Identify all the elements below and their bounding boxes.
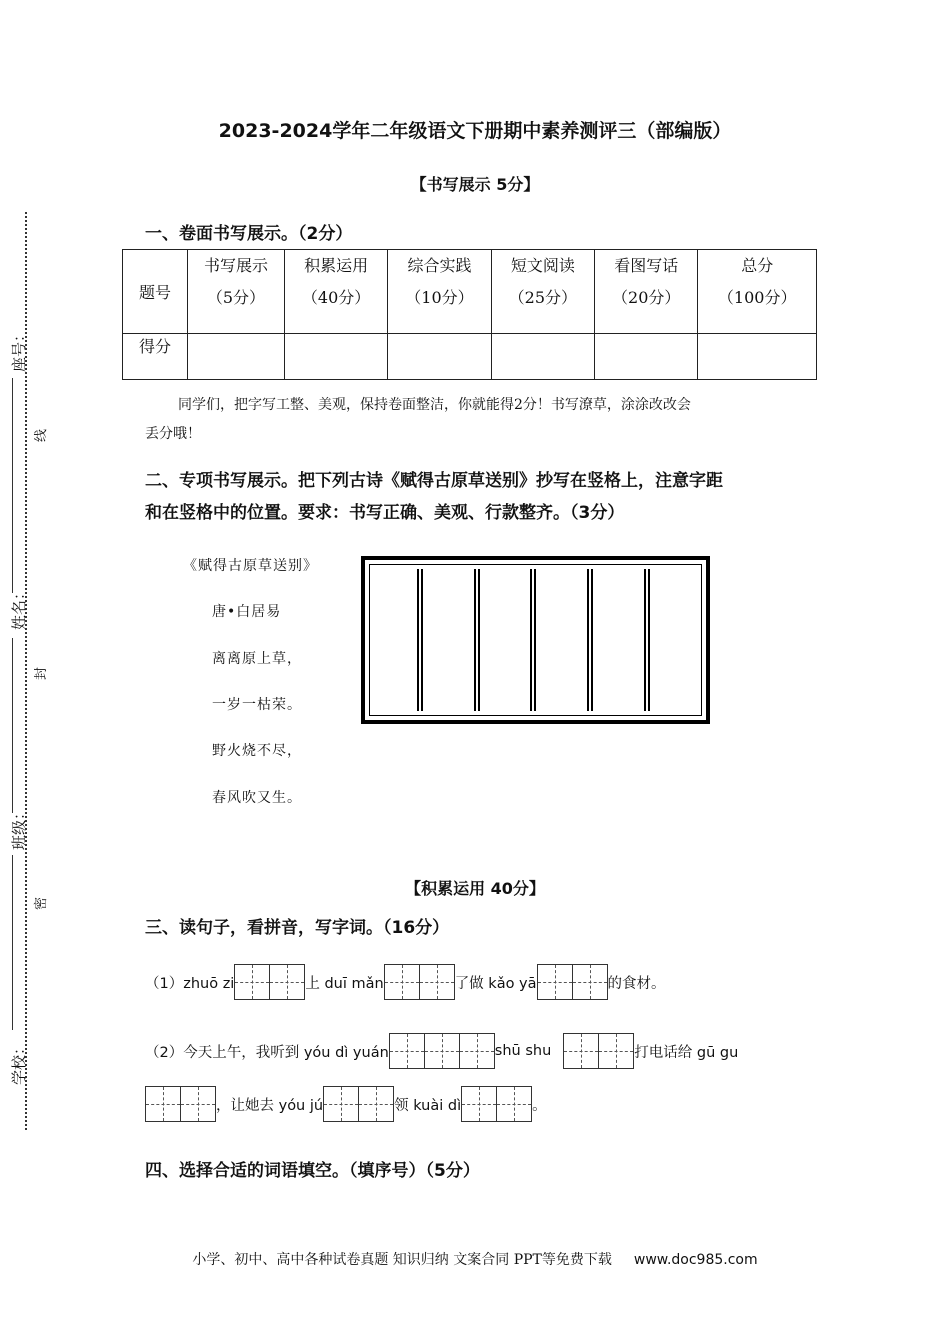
grid-column-divider [644, 569, 650, 711]
poem-line: 春风吹又生。 [212, 790, 302, 806]
poem-line: 一岁一枯荣。 [212, 697, 302, 713]
col-header: 看图写话 （20分） [595, 250, 698, 334]
seal-mark: 封 [34, 666, 49, 680]
score-cell[interactable] [595, 334, 698, 380]
answer-boxes[interactable] [461, 1086, 532, 1122]
pinyin-segment: 打电话给 gū gu [634, 1044, 739, 1061]
score-cell[interactable] [491, 334, 594, 380]
name-label: 姓名： [10, 584, 28, 630]
sentence-tail: 。 [532, 1097, 547, 1114]
footer-url[interactable]: www.doc985.com [633, 1252, 758, 1268]
grid-column-divider [530, 569, 536, 711]
note-line-2: 丢分哦！ [145, 426, 201, 442]
binding-strip [0, 200, 48, 1140]
vertical-writing-grid[interactable] [361, 556, 710, 724]
grid-inner-border [369, 564, 702, 716]
question-4: 四、选择合适的词语填空。（填序号）（5分） [145, 1161, 480, 1181]
name-blank[interactable] [12, 378, 13, 593]
sentence-1 [145, 963, 666, 1001]
score-cell[interactable] [388, 334, 491, 380]
answer-boxes[interactable] [389, 1033, 495, 1069]
sentence-tail: 的食材。 [607, 975, 666, 992]
poem-author: 唐•白居易 [212, 604, 282, 620]
pinyin-segment: （2）今天上午，我听到 yóu dì yuán [145, 1044, 389, 1061]
sentence-2-line-1 [145, 1032, 738, 1070]
col-header: 短文阅读 （25分） [491, 250, 594, 334]
answer-boxes[interactable] [384, 964, 455, 1000]
secret-mark: 密 [34, 896, 49, 910]
score-cell[interactable] [284, 334, 387, 380]
school-label: 学校： [10, 1039, 28, 1085]
pinyin-segment: 了做 kǎo yā [454, 975, 537, 992]
col-header: 书写展示 （5分） [188, 250, 285, 334]
footer [0, 1249, 950, 1269]
grid-column-divider [417, 569, 423, 711]
section-writing-header: 【书写展示 5分】 [410, 175, 540, 194]
row-label-item: 题号 [123, 250, 188, 334]
answer-boxes[interactable] [563, 1033, 634, 1069]
pinyin-segment: （1）zhuō zi [145, 975, 235, 992]
line-mark: 线 [34, 428, 49, 442]
col-header: 综合实践 （10分） [388, 250, 491, 334]
note-line-1: 同学们，把字写工整、美观，保持卷面整洁，你就能得2分！书写潦草，涂涂改改会 [178, 397, 691, 413]
page-title: 2023-2024学年二年级语文下册期中素养测评三（部编版） [218, 120, 732, 142]
class-blank[interactable] [12, 638, 13, 813]
question-2-line-2: 和在竖格中的位置。要求：书写正确、美观、行款整齐。（3分） [145, 503, 625, 523]
col-header: 积累运用 （40分） [284, 250, 387, 334]
question-2-line-1: 二、专项书写展示。把下列古诗《赋得古原草送别》抄写在竖格上，注意字距 [145, 471, 723, 491]
sentence-2-line-2 [145, 1085, 547, 1123]
answer-boxes[interactable] [145, 1086, 216, 1122]
grid-column-divider [474, 569, 480, 711]
score-cell[interactable] [188, 334, 285, 380]
answer-boxes[interactable] [234, 964, 305, 1000]
pinyin-segment: 领 kuài dì [394, 1097, 462, 1114]
pinyin-segment: ，让她去 yóu jú [216, 1097, 324, 1114]
footer-text: 小学、初中、高中各种试卷真题 知识归纳 文案合同 PPT等免费下载 [192, 1252, 612, 1268]
poem-line: 离离原上草， [212, 651, 302, 667]
poem-line: 野火烧不尽， [212, 743, 302, 759]
score-cell[interactable] [698, 334, 817, 380]
question-1: 一、卷面书写展示。（2分） [145, 224, 353, 244]
answer-boxes[interactable] [323, 1086, 394, 1122]
col-header: 总分 （100分） [698, 250, 817, 334]
answer-boxes[interactable] [537, 964, 608, 1000]
score-table [122, 249, 817, 380]
poem-title: 《赋得古原草送别》 [183, 558, 318, 574]
grid-column-divider [587, 569, 593, 711]
section-accumulation-header: 【积累运用 40分】 [405, 879, 545, 898]
question-3: 三、读句子，看拼音，写字词。（16分） [145, 918, 450, 938]
pinyin-segment: 上 duī mǎn [305, 975, 384, 992]
seat-label: 座号： [10, 326, 28, 372]
class-label: 班级： [10, 804, 28, 850]
pinyin-segment: shū shu [494, 1043, 552, 1059]
row-label-score: 得分 [123, 334, 188, 380]
